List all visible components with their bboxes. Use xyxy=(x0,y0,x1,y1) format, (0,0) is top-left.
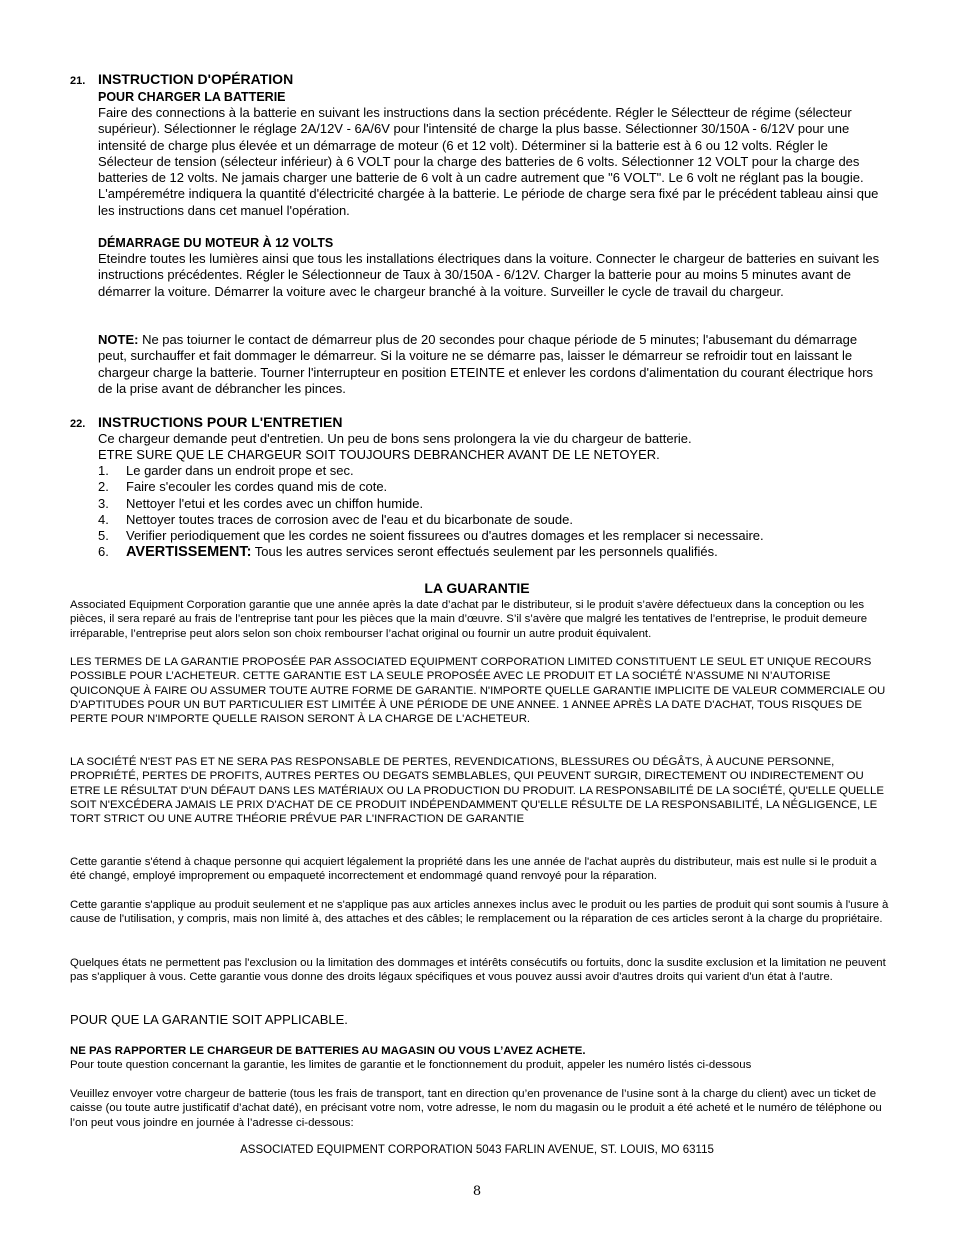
page-number: 8 xyxy=(472,1184,482,1199)
warning-label: AVERTISSEMENT: xyxy=(126,544,252,561)
list-item-number: 6. xyxy=(98,544,109,560)
company-address: ASSOCIATED EQUIPMENT CORPORATION 5043 FARLIN AVENUE, ST. LOUIS, MO 63115 xyxy=(240,1144,714,1156)
subheading-charge-battery: POUR CHARGER LA BATTERIE xyxy=(98,90,286,104)
guarantee-paragraph-1: Associated Equipment Corporation garantie que une année après la date d’achat par le distributeur, si le produit s’avère défectueux dans la conception ou les pièces, il sera reparé au frais de l’entreprise tant pour les pièces que la main d’œuvre. S’il s’avère que malgré les tentatives de l’entreprise, le produit demeure irréparable, l’entreprise peut alors selon son choix rembourser l’achat original ou fournir un autre produit équivalent. xyxy=(70,599,868,640)
guarantee-no-return: NE PAS RAPPORTER LE CHARGEUR DE BATTERIES AU MAGASIN OU VOUS L’AVEZ ACHETE. xyxy=(70,1045,586,1057)
list-item xyxy=(98,463,888,479)
section-22-number: 22. xyxy=(70,418,86,430)
list-item xyxy=(98,496,888,512)
list-item xyxy=(98,479,888,495)
guarantee-paragraph-5: Cette garantie s'applique au produit seulement et ne s'applique pas aux articles annexes inclus avec le produit ou les parties de produit qui sont soumis à l'usure à cause de l'utilisation, y compris, mais non limité à, des attaches et des câbles; le remplacement ou la réparation de ces articles seront à la charge du propriétaire. xyxy=(70,899,889,926)
list-item-number: 5. xyxy=(98,528,109,544)
list-item-number: 4. xyxy=(98,511,109,527)
section-21-number: 21. xyxy=(70,75,86,87)
maintenance-list xyxy=(98,463,888,561)
list-item-number: 1. xyxy=(98,463,109,478)
section-21-heading xyxy=(70,71,293,90)
list-item-number: 2. xyxy=(98,479,109,495)
guarantee-shipping: Veuillez envoyer votre chargeur de batterie (tous les frais de transport, tant en direction qu’en provenance de l’usine sont à la charge du client) avec un ticket de caisse (ou toute autre justificatif d’achat daté), en précisant votre nom, votre adresse, le nom du magasin ou le produit a été acheté et le numéro de téléphone ou l’on peut vous joindre en journée à l’adresse ci-dessous: xyxy=(70,1088,882,1129)
guarantee-title: LA GUARANTIE xyxy=(424,580,530,596)
guarantee-paragraph-6: Quelques états ne permettent pas l'exclusion ou la limitation des dommages et intérêts consécutifs ou fortuits, donc la susdite exclusion et la limitation ne peuvent pas s'appliquer à vous. Cette garantie vous donne des droits légaux spécifiques et vous pouvez aussi avoir d'autres droits qui varient d'un état à l'autre. xyxy=(70,957,886,984)
guarantee-paragraph-4: Cette garantie s'étend à chaque personne qui acquiert légalement la propriété dans les une année de l'achat auprès du distributeur, mais est nulle si le produit a été changé, employé improprement ou empaqueté incorrectement et endommagé quand renvoyé pour la réparation. xyxy=(70,856,877,883)
list-item xyxy=(98,528,888,544)
list-item-warning xyxy=(98,544,888,560)
guarantee-paragraph-3: LA SOCIÉTÉ N'EST PAS ET NE SERA PAS RESPONSABLE DE PERTES, REVENDICATIONS, BLESSURES OU DÉGÂTS, À AUCUNE PERSONNE, PROPRIÉTÉ, PERTES DE PROFITS, AUTRES PERTES OU DEGATS SEMBLABLES, QUI PEUVENT SURGIR, DIRECTEMENT OU INDIRECTEMENT OU ETRE LE RÉSULTAT D'UN DÉFAUT DANS LES MATÉRIAUX OU LA PRODUCTION DU PRODUIT. LA RESPONSABILITÉ DE LA SOCIÉTÉ, QU'ELLE QUELLE SOIT N'EXCÉDERA JAMAIS LE PRIX D'ACHAT DE CE PRODUIT INDÉPENDAMMENT QU'ELLE RÉSULTE DE LA RESPONSABILITÉ, LA NÉGLIGENCE, LE TORT STRICT OU UNE AUTRE THÉORIE PRÉVUE PAR L'INFRACTION DE GARANTIE xyxy=(70,756,884,826)
charge-battery-paragraph: Faire des connections à la batterie en suivant les instructions dans la section précédente. Régler le Sélectteur de régime (sélecteur supérieur). Sélectionner le réglage 2A/12V - 6A/6V pour l'intensité de charge la plus basse. Sélectionner 30/150A - 6/12V pour une intensité de charge plus élevée et un démarrage de moteur (6 et 12 volt). Déterminer si la batterie est à 6 ou 12 volts. Régler le Sélecteur de tension (sélecteur inférieur) à 6 VOLT pour la charge des batteries de 6 volts. Sélectionner 12 VOLT pour la charge des batteries de 12 volts. Ne jamais charger une batterie de 6 volt à un cadre autrement que "6 VOLT". Le 6 volt ne réglant pas la bougie. L'ampéremétre indiquera la quantité d'électricité chargée à la batterie. Le période de charge sera fixé par le précédent tableau ainsi que les instructions dans cet manuel l'opération. xyxy=(98,105,879,218)
section-22-title: INSTRUCTIONS POUR L'ENTRETIEN xyxy=(98,414,343,430)
guarantee-applicable: POUR QUE LA GARANTIE SOIT APPLICABLE. xyxy=(70,1012,348,1027)
list-item-text: Nettoyer l'etui et les cordes avec un chiffon humide. xyxy=(126,495,424,511)
subheading-engine-start: DÉMARRAGE DU MOTEUR À 12 VOLTS xyxy=(98,236,334,250)
list-item-text: Nettoyer toutes traces de corrosion avec de l'eau et du bicarbonate de soude. xyxy=(126,511,573,527)
note-label: NOTE: xyxy=(98,332,139,347)
guarantee-paragraph-2: LES TERMES DE LA GARANTIE PROPOSÉE PAR ASSOCIATED EQUIPMENT CORPORATION LIMITED CONSTITUENT LE SEUL ET UNIQUE RECOURS POSSIBLE POUR L’ACHETEUR. CETTE GARANTIE EST LA SEULE PROPOSÉE AVEC LE PRODUIT ET LA SOCIÉTÉ N’ASSUME NI N’AUTORISE QUICONQUE À FAIRE OU ASSUMER TOUTE AUTRE FORME DE GARANTIE. N'IMPORTE QUELLE GARANTIE IMPLICITE DE VALEUR COMMERCIALE OU D'APTITUDES POUR UN BUT PARTICULIER EST LIMITÉE À UNE PÉRIODE DE UNE ANNEE. 1 ANNEE APRÈS LA DATE D'ACHAT, TOUS RISQUES DE PERTE POUR N'IMPORTE QUELLE RAISON SERONT À LA CHARGE DE L'ACHETEUR. xyxy=(70,656,886,726)
note-text: Ne pas toiurner le contact de démarreur plus de 20 secondes pour chaque période de 5 minutes; l'abusemant du démarrage peut, surchauffer et fait dommager le démarreur. Si la voiture ne se démarre pas, laisser le démarreur se refroidir tout en laissant le chargeur charge la batterie. Tourner l'interrupteur en position ETEINTE et enlever les cordons d'alimentation du courant électrique hors de la prise avant de débrancher les pinces. xyxy=(98,332,874,396)
list-item-text: Le garder dans un endroit prope et sec. xyxy=(126,463,354,478)
section-21-title: INSTRUCTION D'OPÉRATION xyxy=(98,71,294,87)
note-paragraph xyxy=(98,332,886,397)
list-item-text: Faire s'ecouler les cordes quand mis de cote. xyxy=(126,479,388,495)
list-item-text: Verifier periodiquement que les cordes ne soient fissurees ou d'autres domages et les remplacer si necessaire. xyxy=(126,528,764,544)
maintenance-intro: Ce chargeur demande peut d'entretien. Un peu de bons sens prolongera la vie du chargeur de batterie. xyxy=(98,431,692,446)
warning-text: Tous les autres services seront effectués seulement par les personnels qualifiés. xyxy=(251,544,718,560)
list-item xyxy=(98,512,888,528)
guarantee-questions: Pour toute question concernant la garantie, les limites de garantie et le fonctionnement du produit, appeler les numéro listés ci-dessous xyxy=(70,1059,752,1071)
maintenance-warning: ETRE SURE QUE LE CHARGEUR SOIT TOUJOURS DEBRANCHER AVANT DE LE NETOYER. xyxy=(98,447,660,462)
engine-start-paragraph: Eteindre toutes les lumières ainsi que tous les installations électriques dans la voiture. Connecter le chargeur de batteries en suivant les instructions précédentes. Régler le Sélectionneur de Taux à 30/150A - 6/12V. Charger la batterie pour au moins 5 minutes avant de démarrer la voiture. Démarrer la voiture avec le chargeur branché à la voiture. Surveiller le cycle de travail du chargeur. xyxy=(98,251,880,299)
list-item-number: 3. xyxy=(98,495,109,511)
